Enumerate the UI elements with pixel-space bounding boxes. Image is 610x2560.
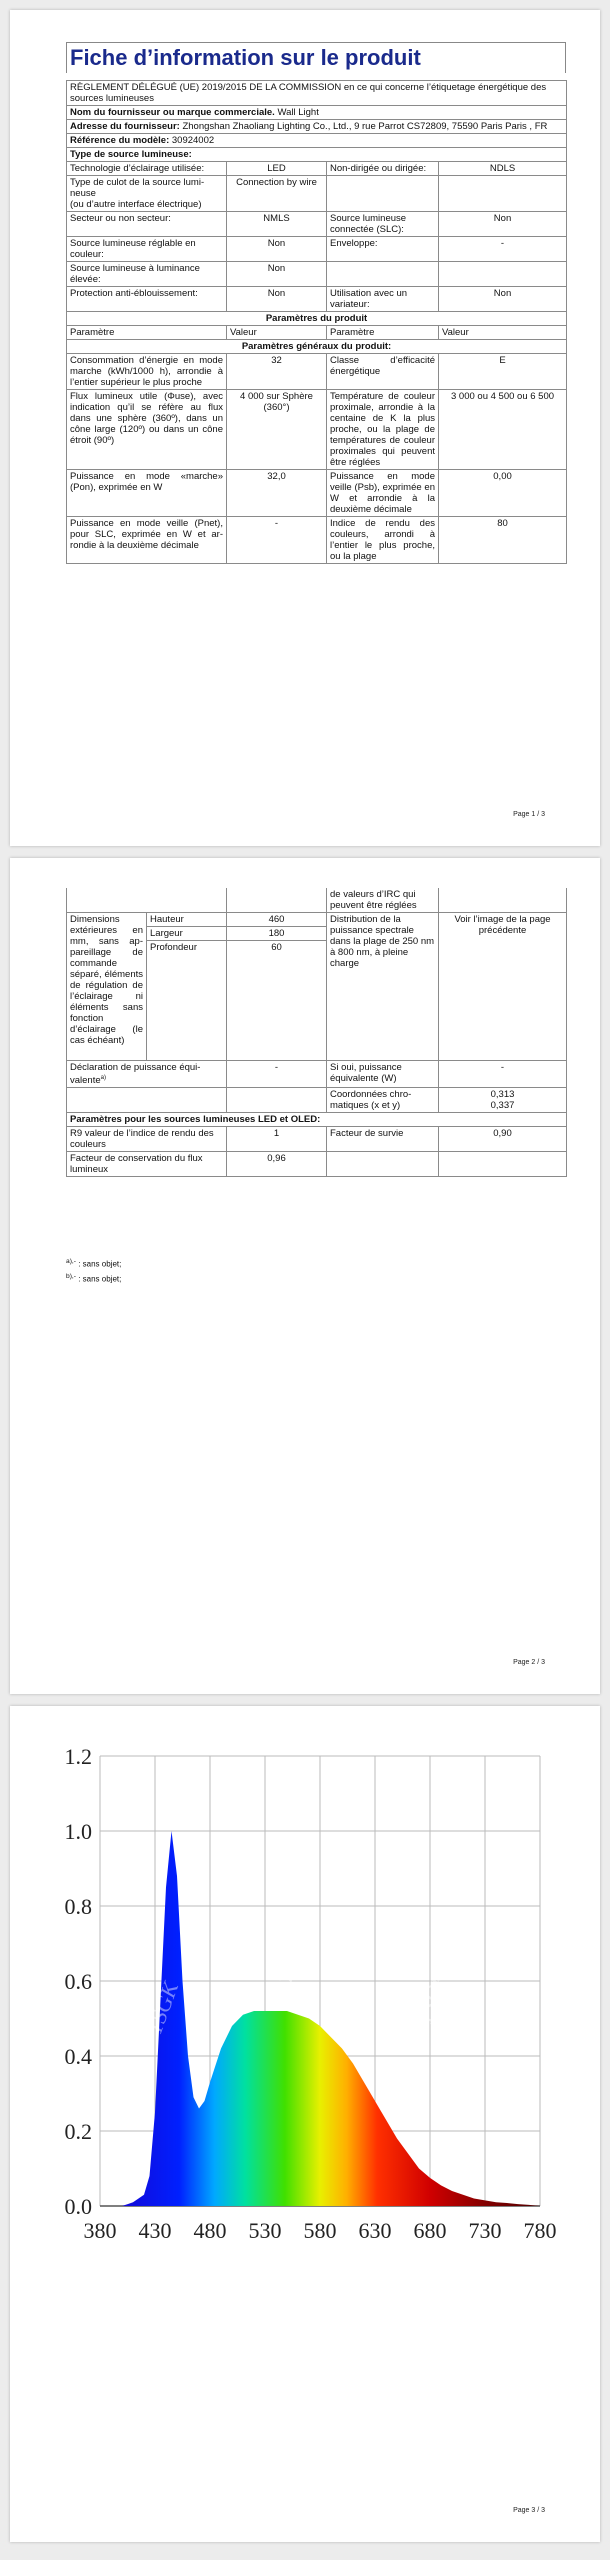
param-label: Indice de rendu des couleurs, arrondi à l’entier le plus proche, ou la plage (327, 517, 439, 564)
dim-height-label: Hauteur (147, 913, 227, 927)
type-label: Source lumineuse connectée (SLC): (327, 212, 439, 237)
type-value (439, 176, 567, 212)
param-value: 4 000 sur Sphère (360°) (227, 390, 327, 470)
type-label: Technologie d’éclairage utilisée: (67, 162, 227, 176)
type-label: Secteur ou non secteur: (67, 212, 227, 237)
dim-depth-label: Profondeur (147, 941, 227, 1061)
led-header: Paramètres pour les sources lumineuses LED et OLED: (67, 1113, 567, 1127)
dim-depth-value: 60 (227, 941, 327, 1061)
type-header: Type de source lumineuse: (67, 148, 567, 162)
footnote-a: $^{a),-}$ : sans objet; (66, 1258, 122, 1269)
type-row (67, 237, 567, 262)
param-label: Flux lumineux utile (Φuse), avec indication qu’il se réfère au flux dans une sphère (360º), dans un cône large (120º) ou dans un cône étroit (90º) (67, 390, 227, 470)
general-header: Paramètres généraux du produit: (67, 340, 567, 354)
watermark-text: TSGK (141, 1978, 184, 2038)
page-2 (10, 858, 600, 1694)
type-label: Utilisation avec un variateur: (327, 287, 439, 312)
type-label: Enveloppe: (327, 237, 439, 262)
type-label (327, 176, 439, 212)
param-label: Puissance en mode veille (Pnet), pour SLC, exprimée en W et arrondie à la deuxième décimale (67, 517, 227, 564)
page-number: Page 3 / 3 (513, 2507, 545, 2514)
x-tick-label: 630 (358, 2218, 392, 2243)
y-tick-label: 1.0 (64, 1819, 92, 1844)
page-number: Page 1 / 3 (513, 811, 545, 818)
type-value: - (439, 237, 567, 262)
param-value: 80 (439, 517, 567, 564)
r9-value: 1 (227, 1127, 327, 1152)
dim-width-label: Largeur (147, 927, 227, 941)
spd-value: Voir l’image de la page précédente (439, 913, 567, 1061)
col-value: Valeur (439, 326, 567, 340)
type-value (439, 262, 567, 287)
y-tick-label: 0.8 (64, 1894, 92, 1919)
equiv-power-label: Si oui, puissance équivalente (W) (327, 1061, 439, 1088)
type-label: Non-dirigée ou dirigée: (327, 162, 439, 176)
cri-continued: de valeurs d’IRC qui peuvent être réglées (327, 888, 439, 913)
type-label: Source lumineuse à luminance élevée: (67, 262, 227, 287)
product-info-table-cont (66, 888, 567, 1177)
footnotes (66, 1256, 121, 1285)
param-label: Puissance en mode «marche» (Pon), exprimée en W (67, 470, 227, 517)
document-title: Fiche d’information sur le produit (66, 42, 566, 73)
regulation-text: RÈGLEMENT DÉLÉGUÉ (UE) 2019/2015 DE LA COMMISSION en ce qui concerne l’étiquetage énergétique des sources lumineuses (67, 81, 567, 106)
type-label: Source lumineuse réglable en couleur: (67, 237, 227, 262)
param-label: Température de couleur proximale, arrondie à la centaine de K la plus proche, ou la plage de températures de couleur proximales qui peuvent être réglées (327, 390, 439, 470)
chroma-value: 0,313 0,337 (439, 1088, 567, 1113)
type-row (67, 162, 567, 176)
y-tick-label: 0.6 (64, 1969, 92, 1994)
param-row (67, 390, 567, 470)
param-value: 3 000 ou 4 500 ou 6 500 (439, 390, 567, 470)
survival-label: Facteur de survie (327, 1127, 439, 1152)
param-value: 32,0 (227, 470, 327, 517)
type-value: Non (227, 237, 327, 262)
maintenance-label: Facteur de conservation du flux lumineux (67, 1152, 227, 1177)
type-label (327, 262, 439, 287)
type-label: Protection anti-éblouissement: (67, 287, 227, 312)
type-value: Non (439, 287, 567, 312)
param-label: Puissance en mode veille (Psb), exprimée en W et arrondie à la deuxième décimale (327, 470, 439, 517)
address-row: Adresse du fournisseur: Zhongshan Zhaoliang Lighting Co., Ltd., 9 rue Parrot CS72809, 75590 Paris Paris , FR (67, 120, 567, 134)
y-tick-label: 0.4 (64, 2044, 92, 2069)
param-value: - (227, 517, 327, 564)
type-value: NMLS (227, 212, 327, 237)
r9-label: R9 valeur de l’indice de rendu des couleurs (67, 1127, 227, 1152)
dimensions-label: Dimensions extérieures en mm, sans appareillage de commande séparé, éléments de régulation de l’éclairage ni éléments sans fonction d’éclairage (le cas échéant) (67, 913, 147, 1061)
equiv-value: - (227, 1061, 327, 1088)
x-tick-label: 580 (303, 2218, 337, 2243)
param-row (67, 354, 567, 390)
type-row (67, 176, 567, 212)
param-value: E (439, 354, 567, 390)
equiv-power-value: - (439, 1061, 567, 1088)
type-value: Connection by wire (227, 176, 327, 212)
x-tick-label: 480 (193, 2218, 227, 2243)
footnote-b: $^{b),-}$ : sans objet; (66, 1272, 122, 1284)
type-value: Non (227, 262, 327, 287)
type-row (67, 212, 567, 237)
param-value: 32 (227, 354, 327, 390)
param-row (67, 470, 567, 517)
spectral-distribution-chart (60, 1736, 557, 2256)
type-value: Non (227, 287, 327, 312)
x-tick-label: 530 (248, 2218, 282, 2243)
dim-height-value: 460 (227, 913, 327, 927)
col-value: Valeur (227, 326, 327, 340)
col-param: Paramètre (67, 326, 227, 340)
watermark-text: TSGK (271, 1928, 314, 1988)
y-tick-label: 0.0 (64, 2194, 92, 2219)
col-param: Paramètre (327, 326, 439, 340)
model-row: Référence du modèle: 30924002 (67, 134, 567, 148)
params-header: Paramètres du produit (67, 312, 567, 326)
x-tick-label: 780 (523, 2218, 557, 2243)
type-row (67, 262, 567, 287)
param-row (67, 517, 567, 564)
dim-width-value: 180 (227, 927, 327, 941)
y-tick-label: 0.2 (64, 2119, 92, 2144)
x-tick-label: 680 (413, 2218, 447, 2243)
param-label: Classe d’efficacité énergétique (327, 354, 439, 390)
spd-label: Distribution de la puissance spectrale dans la plage de 250 nm à 800 nm, à pleine charge (327, 913, 439, 1061)
survival-value: 0,90 (439, 1127, 567, 1152)
x-tick-label: 730 (468, 2218, 502, 2243)
x-tick-label: 380 (83, 2218, 117, 2243)
y-tick-label: 1.2 (64, 1744, 92, 1769)
page-number: Page 2 / 3 (513, 1659, 545, 1666)
type-label: Type de culot de la source lumineuse (ou d’autre interface électrique) (67, 176, 227, 212)
supplier-row: Nom du fournisseur ou marque commerciale. Wall Light (67, 106, 567, 120)
type-value: Non (439, 212, 567, 237)
type-row (67, 287, 567, 312)
param-label: Consommation d’énergie en mode marche (kWh/1000 h), arrondie à l’entier supérieur le plus proche (67, 354, 227, 390)
type-value: NDLS (439, 162, 567, 176)
maintenance-value: 0,96 (227, 1152, 327, 1177)
param-value: 0,00 (439, 470, 567, 517)
equiv-label: Déclaration de puissance équivalente$^{a)}$ (67, 1061, 227, 1088)
page-1 (10, 10, 600, 846)
product-info-table (66, 80, 567, 564)
watermark-text: TSGK (411, 1968, 454, 2028)
page-3 (10, 1706, 600, 2542)
type-value: LED (227, 162, 327, 176)
x-tick-label: 430 (138, 2218, 172, 2243)
chroma-label: Coordonnées chromatiques (x et y) (327, 1088, 439, 1113)
